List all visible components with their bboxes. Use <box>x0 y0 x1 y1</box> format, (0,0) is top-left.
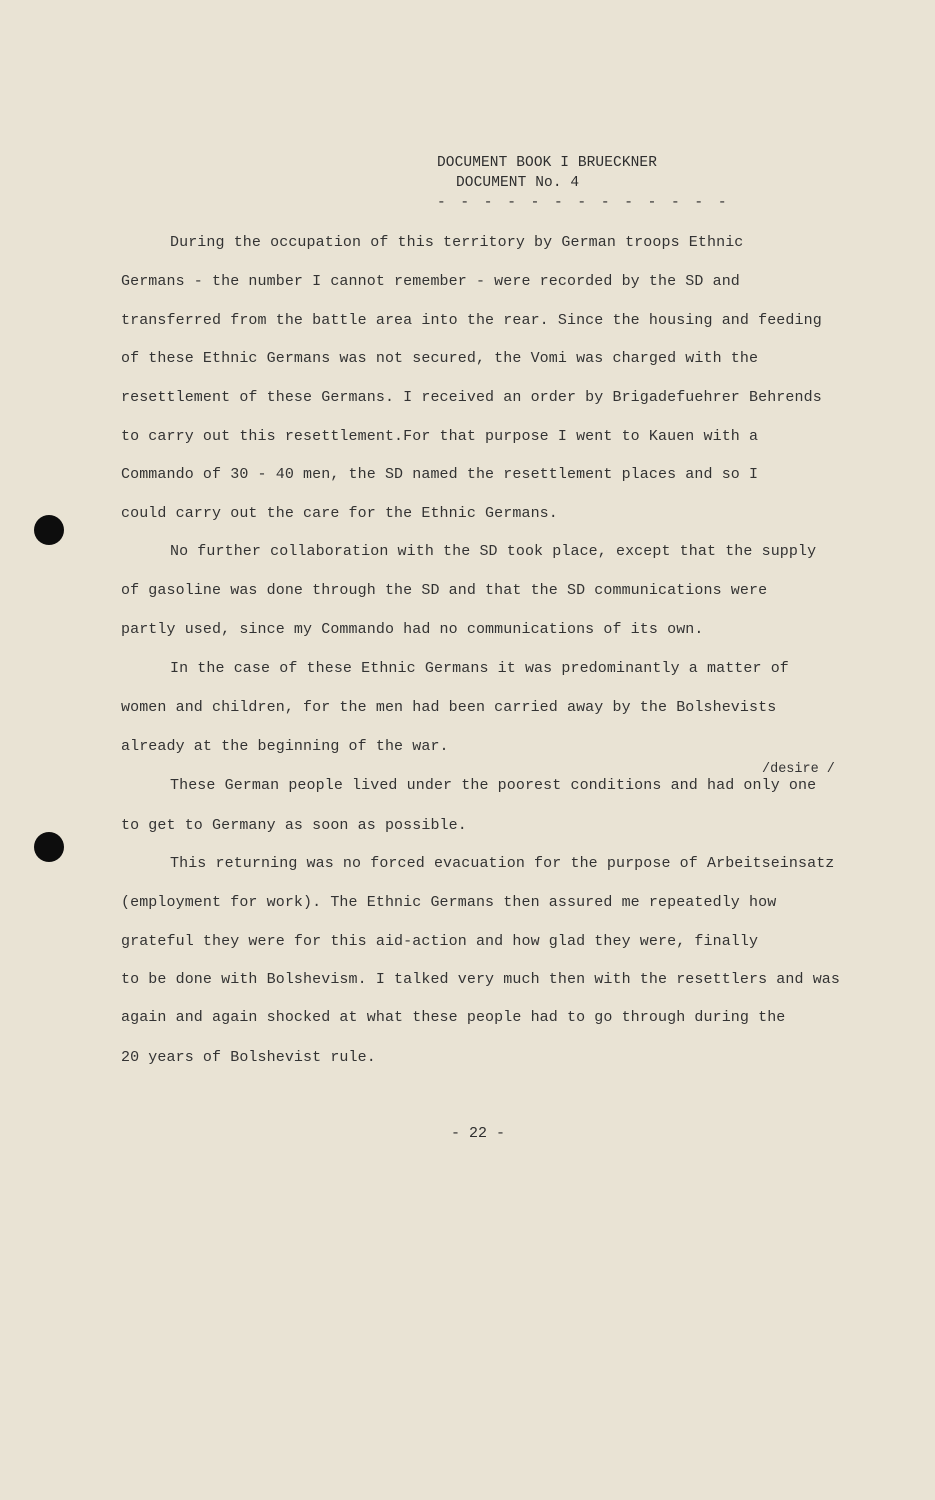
text-line: of these Ethnic Germans was not secured, the Vomi was charged with the <box>121 350 759 367</box>
text-line: already at the beginning of the war. <box>121 738 449 755</box>
text-line: transferred from the battle area into the rear. Since the housing and feeding <box>121 312 822 329</box>
text-line: to get to Germany as soon as possible. <box>121 817 467 834</box>
punch-hole <box>34 832 64 862</box>
text-line: This returning was no forced evacuation for the purpose of Arbeitseinsatz <box>170 855 835 872</box>
punch-hole <box>34 515 64 545</box>
text-line: (employment for work). The Ethnic Germans then assured me repeatedly how <box>121 894 777 911</box>
text-line: could carry out the care for the Ethnic Germans. <box>121 505 558 522</box>
text-line: to be done with Bolshevism. I talked very much then with the resettlers and was <box>121 971 841 988</box>
text-line: 20 years of Bolshevist rule. <box>121 1049 376 1066</box>
text-line: again and again shocked at what these people had to go through during the <box>121 1009 786 1026</box>
heading-rule: - - - - - - - - - - - - - <box>437 195 730 211</box>
document-book-heading: DOCUMENT BOOK I BRUECKNER <box>437 155 658 171</box>
text-line: In the case of these Ethnic Germans it was predominantly a matter of <box>170 660 789 677</box>
handwritten-insertion: /desire / <box>762 762 835 777</box>
text-line: resettlement of these Germans. I received an order by Brigadefuehrer Behrends <box>121 389 822 406</box>
text-line: No further collaboration with the SD took place, except that the supply <box>170 543 817 560</box>
page-number: - 22 - <box>451 1125 506 1142</box>
text-line: of gasoline was done through the SD and that the SD communications were <box>121 582 768 599</box>
text-line: During the occupation of this territory by German troops Ethnic <box>170 234 744 251</box>
text-line: partly used, since my Commando had no communications of its own. <box>121 621 704 638</box>
text-line: to carry out this resettlement.For that purpose I went to Kauen with a <box>121 428 759 445</box>
text-line: women and children, for the men had been carried away by the Bolshevists <box>121 699 777 716</box>
text-line: grateful they were for this aid-action and how glad they were, finally <box>121 933 759 950</box>
text-line: These German people lived under the poorest conditions and had only one <box>170 777 817 794</box>
text-line: Commando of 30 - 40 men, the SD named the resettlement places and so I <box>121 466 759 483</box>
text-line: Germans - the number I cannot remember - were recorded by the SD and <box>121 273 740 290</box>
document-number-heading: DOCUMENT No. 4 <box>456 175 580 191</box>
